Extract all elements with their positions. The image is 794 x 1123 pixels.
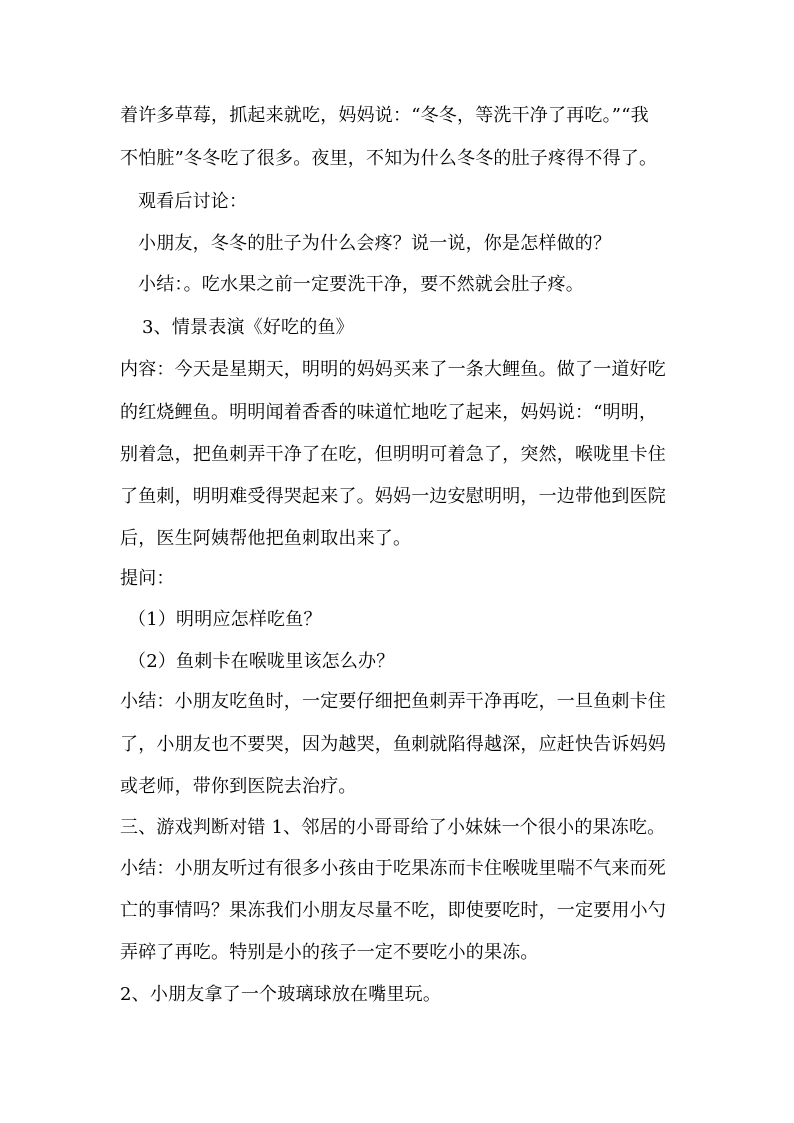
question-line: 小朋友，冬冬的肚子为什么会疼？说一说，你是怎样做的？ (138, 233, 612, 254)
paragraph-line: 亡的事情吗？果冻我们小朋友尽量不吃，即使要吃时，一定要用小勺 (120, 900, 666, 921)
paragraph-line: 了鱼刺，明明难受得哭起来了。妈妈一边安慰明明，一边带他到医院 (120, 486, 666, 507)
paragraph-line: 内容：今天是星期天，明明的妈妈买来了一条大鲤鱼。做了一道好吃 (120, 359, 666, 380)
summary-line: 小结：小朋友吃鱼时，一定要仔细把鱼刺弄干净再吃，一旦鱼刺卡住 (120, 691, 666, 712)
paragraph-line: 了，小朋友也不要哭，因为越哭，鱼刺就陷得越深，应赶快告诉妈妈 (120, 734, 666, 755)
paragraph-line: 着许多草莓，抓起来就吃，妈妈说：“冬冬，等洗干净了再吃。”“我 (120, 105, 649, 126)
section-heading-roleplay: 3、情景表演《好吃的鱼》 (142, 317, 354, 338)
question-item-2: （2）鱼刺卡在喉咙里该怎么办？ (128, 651, 395, 672)
paragraph-line: 不怕脏”冬冬吃了很多。夜里，不知为什么冬冬的肚子疼得不得了。 (120, 148, 658, 169)
paragraph-line: 别着急，把鱼刺弄干净了在吃，但明明可着急了，突然，喉咙里卡住 (120, 444, 666, 465)
paragraph-line: 的红烧鲤鱼。明明闻着香香的味道忙地吃了起来，妈妈说：“明明， (120, 402, 658, 423)
section-heading-game: 三、游戏判断对错 1、邻居的小哥哥给了小妹妹一个很小的果冻吃。 (120, 817, 666, 838)
summary-line: 小结：小朋友听过有很多小孩由于吃果冻而卡住喉咙里喘不气来而死 (120, 858, 666, 879)
question-item-1: （1）明明应怎样吃鱼？ (128, 609, 322, 630)
game-item-2: 2、小朋友拿了一个玻璃球放在嘴里玩。 (120, 984, 442, 1005)
paragraph-line: 或老师，带你到医院去治疗。 (120, 776, 357, 797)
summary-line: 小结：。吃水果之前一定要洗干净，要不然就会肚子疼。 (138, 274, 584, 295)
subheading-discussion: 观看后讨论： (138, 191, 248, 212)
paragraph-line: 后，医生阿姨帮他把鱼刺取出来了。 (120, 528, 412, 549)
subheading-questions: 提问： (120, 568, 175, 589)
paragraph-line: 弄碎了再吃。特别是小的孩子一定不要吃小的果冻。 (120, 942, 539, 963)
